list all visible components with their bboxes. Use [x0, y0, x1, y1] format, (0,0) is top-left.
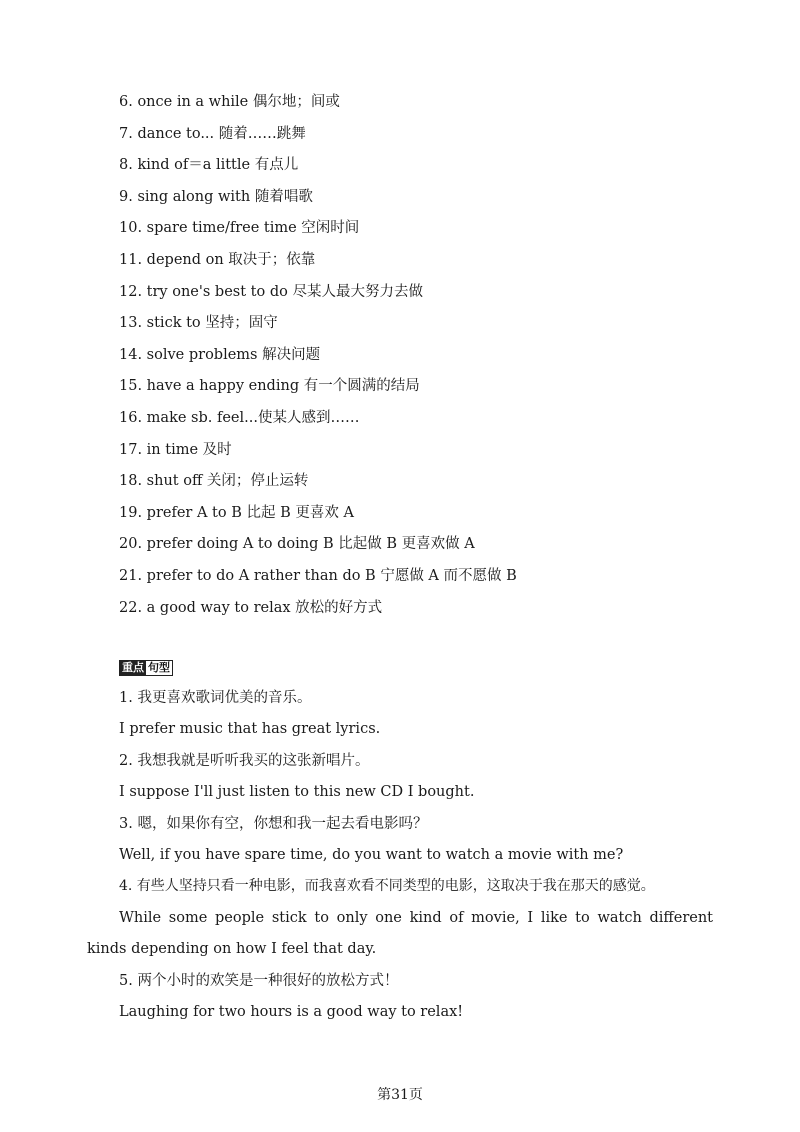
phrase-item: 21. prefer to do A rather than do B 宁愿做 A 而不愿做 B	[119, 567, 517, 584]
phrase-list	[119, 89, 739, 626]
phrase-item: 9. sing along with 随着唱歌	[119, 188, 313, 205]
sentence-1-english: I prefer music that has great lyrics.	[119, 721, 381, 738]
section-badge-light: 句型	[148, 661, 170, 674]
phrase-item: 18. shut off 关闭；停止运转	[119, 473, 309, 490]
phrase-item: 11. depend on 取决于；依靠	[119, 251, 316, 268]
sentence-3-english: Well, if you have spare time, do you want to watch a movie with me?	[119, 846, 624, 863]
phrase-item: 22. a good way to relax 放松的好方式	[119, 599, 383, 616]
sentence-1-chinese: 1. 我更喜欢歌词优美的音乐。	[119, 690, 312, 706]
phrase-item: 7. dance to... 随着……跳舞	[119, 125, 306, 142]
phrase-item: 20. prefer doing A to doing B 比起做 B 更喜欢做 A	[119, 536, 475, 553]
sentence-4-english: While some people stick to only one kind of movie, I like to watch different kinds depending on how I feel that day.	[87, 909, 713, 958]
phrase-item: 6. once in a while 偶尔地；间或	[119, 94, 340, 110]
sentence-2-english: I suppose I'll just listen to this new CD I bought.	[119, 784, 475, 801]
sentence-5-english: Laughing for two hours is a good way to relax!	[119, 1003, 464, 1020]
phrase-item: 14. solve problems 解决问题	[119, 346, 321, 363]
sentence-5-chinese: 5. 两个小时的欢笑是一种很好的放松方式！	[119, 972, 399, 989]
sentence-3-chinese: 3. 嗯，如果你有空，你想和我一起去看电影吗？	[119, 815, 428, 832]
phrase-item: 19. prefer A to B 比起 B 更喜欢 A	[119, 504, 354, 521]
phrase-item: 16. make sb. feel...使某人感到……	[119, 409, 360, 426]
phrase-item: 13. stick to 坚持；固守	[119, 315, 278, 332]
phrase-item: 15. have a happy ending 有一个圆满的结局	[119, 378, 420, 395]
page-number: 第31页	[377, 1087, 423, 1103]
phrase-item: 12. try one's best to do 尽某人最大努力去做	[119, 283, 423, 300]
phrase-item: 8. kind of＝a little 有点儿	[119, 157, 299, 174]
sentence-2-chinese: 2. 我想我就是听听我买的这张新唱片。	[119, 752, 370, 769]
section-badge-dark: 重点	[122, 661, 144, 674]
sentence-4-chinese: 4. 有些人坚持只看一种电影，而我喜欢看不同类型的电影，这取决于我在那天的感觉。	[119, 878, 655, 895]
sentence-list	[87, 683, 713, 1028]
phrase-item: 17. in time 及时	[119, 441, 232, 458]
section-badge-key-sentences	[119, 660, 173, 676]
phrase-item: 10. spare time/free time 空闲时间	[119, 220, 360, 237]
